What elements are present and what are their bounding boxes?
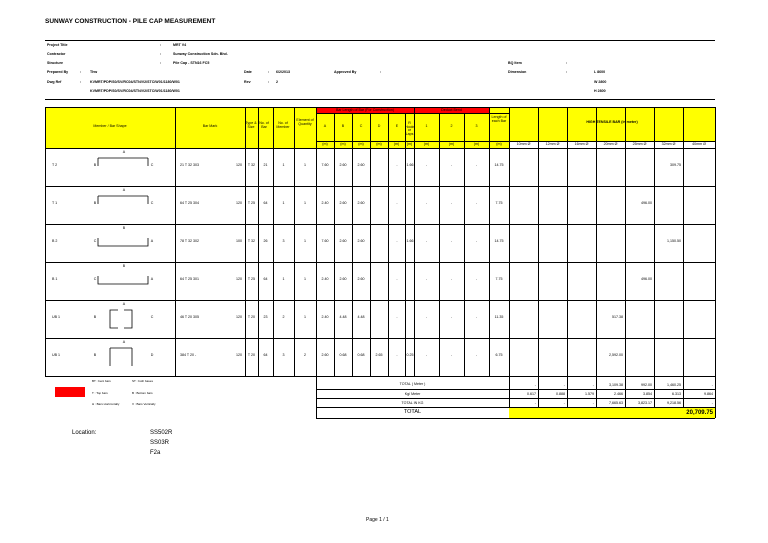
element-qty: 1	[304, 163, 306, 167]
dwg-ref-1: KVMRT/PDP/S0/SV/RC04/STN/V2/STC/W01/1180/W01	[90, 80, 180, 84]
bar-length-value: 4.48	[339, 315, 347, 319]
bar-radius: 120	[236, 315, 242, 319]
no-of-bar: 21	[263, 163, 268, 167]
member-label: B 2	[52, 239, 58, 243]
total-value: -	[711, 383, 713, 387]
unit-label: (m)	[473, 142, 480, 146]
contractor: Sunway Construction Sdn. Bhd.	[173, 52, 228, 56]
colon: :	[380, 70, 382, 74]
bar-length-value: 2.60	[339, 277, 347, 281]
dimension-label: Dimension	[508, 70, 527, 74]
deduct-value: -	[425, 163, 428, 167]
type-size: T 25	[247, 201, 256, 205]
unit-label: (m)	[496, 142, 502, 146]
deduct-value: -	[450, 163, 453, 167]
bar-length-value: -	[396, 353, 398, 357]
total-label: TOTAL	[403, 409, 422, 415]
member-label: B 1	[52, 277, 58, 281]
colon: :	[566, 70, 568, 74]
bar-radius: 120	[236, 201, 242, 205]
bend-column-header: 1	[425, 124, 428, 128]
bar-length-value: 0.68	[357, 353, 365, 357]
diameter-header: 25mm Ø	[632, 142, 647, 146]
bar-mark: 46 T 20 305	[180, 315, 200, 319]
element-qty: 1	[304, 239, 306, 243]
diameter-value: 2,592.00	[609, 353, 623, 357]
bar-length-value: 7.60	[321, 163, 329, 167]
bar-length-value: -	[396, 163, 398, 167]
deduct-value: -	[450, 201, 453, 205]
prepared-by-label: Prepared By	[47, 70, 69, 74]
grid-line	[45, 338, 715, 339]
member-label: UB 1	[52, 315, 60, 319]
total-value: -	[534, 383, 536, 387]
colon: :	[566, 61, 568, 65]
no-of-member: 3	[282, 239, 285, 243]
bar-length-value: -	[396, 315, 398, 319]
type-size: T 20	[247, 315, 256, 319]
dimension-l: L 8600	[594, 70, 606, 74]
bar-length-value: 2.60	[339, 201, 347, 205]
bar-mark: 64 T 25 304	[180, 201, 200, 205]
structure: Pile Cap - STN16 FC5	[173, 61, 210, 65]
colon: :	[268, 70, 270, 74]
bar-length-value: 0.68	[339, 353, 347, 357]
no-of-member: 1	[282, 201, 285, 205]
grid-line	[334, 113, 335, 376]
bar-mark: 78 T 32 302	[180, 239, 200, 243]
member-label: T 2	[52, 163, 58, 167]
diameter-header: 12mm Ø	[545, 142, 560, 146]
grid-line	[45, 224, 715, 225]
bar-length-value: 2.60	[357, 277, 365, 281]
length-each-bar: 7.75	[495, 277, 503, 281]
deduct-value: -	[475, 239, 478, 243]
diameter-value: 1,150.50	[667, 239, 681, 243]
contractor-label: Contractor	[47, 52, 66, 56]
diameter-value: 517.38	[612, 315, 623, 319]
no-of-member: 1	[282, 163, 285, 167]
deduct-value: -	[475, 163, 478, 167]
project-title: MRT V4	[173, 43, 187, 47]
grid-line	[45, 262, 715, 263]
length-each-bar: 14.75	[494, 239, 504, 243]
grid-line	[316, 113, 509, 114]
diameter-header: 16mm Ø	[574, 142, 589, 146]
total-kg-label: TOTAL IN KG	[401, 401, 424, 405]
element-qty: 2	[304, 353, 306, 357]
total-value: -	[563, 383, 565, 387]
deduct-value: -	[425, 315, 428, 319]
deduct-value: -	[450, 353, 453, 357]
member-label: UB 1	[52, 353, 60, 357]
high-tensile-header: HIGH TENSILE BAR (in meter)	[586, 120, 638, 124]
deduct-value: -	[475, 315, 478, 319]
location-value: SS03R	[150, 440, 170, 446]
prepared-by: Thw	[90, 70, 98, 74]
colon: :	[268, 80, 270, 84]
grid-line	[715, 376, 716, 418]
grid-line	[439, 113, 440, 376]
shape-letter: C	[93, 239, 97, 243]
shape-letter: C	[150, 201, 154, 205]
total-value: -	[592, 401, 594, 405]
bend-column-header: 3	[475, 124, 478, 128]
dimension-w: W 2800	[594, 80, 607, 84]
member-bar-shape-header: Member / Bar Shape	[93, 124, 127, 128]
bar-radius: 120	[236, 277, 242, 281]
diameter-header: 32mm Ø	[661, 142, 676, 146]
page-footer: Page 1 / 1	[366, 517, 389, 523]
colon: :	[160, 61, 162, 65]
bar-length-value: 2.60	[357, 239, 365, 243]
shape-letter: D	[150, 353, 154, 357]
unit-label: (m)	[322, 142, 328, 146]
total-meter-label: TOTAL ( Meter )	[399, 382, 426, 386]
no-of-bar: 64	[263, 277, 268, 281]
bar-length-value: 2.40	[321, 201, 329, 205]
grid-line	[316, 389, 715, 390]
bar-length-group-header: Bar Length of Bar (For Construction)	[335, 107, 395, 112]
bar-radius: 100	[236, 239, 242, 243]
deduct-value: -	[475, 353, 478, 357]
shape-letter: A	[150, 239, 154, 243]
dwg-ref-label: Dwg Ref	[47, 80, 62, 84]
column-header-letter: E	[395, 124, 399, 128]
hooks-laps-header: R Hooks or Laps	[405, 121, 416, 136]
unit-label: (m)	[406, 142, 413, 146]
deduct-value: -	[425, 353, 428, 357]
shape-letter: B	[93, 315, 97, 319]
bar-shape-line	[98, 158, 148, 166]
total-value: 0.888	[556, 392, 565, 396]
grid-line	[625, 107, 626, 376]
project-title-label: Project Title	[47, 43, 68, 47]
deduct-value: -	[425, 201, 428, 205]
shape-letter: C	[150, 315, 154, 319]
bar-radius: 120	[236, 353, 242, 357]
bar-length-value: 2.60	[339, 239, 347, 243]
element-qty: 1	[304, 315, 306, 319]
grid-line	[45, 300, 715, 301]
type-size: T 25	[247, 277, 256, 281]
bar-shape-line	[110, 348, 132, 366]
length-each-bar: 7.75	[495, 201, 503, 205]
total-value: 9.864	[704, 392, 713, 396]
bar-length-value: -	[396, 277, 398, 281]
no-of-bar: 23	[263, 315, 268, 319]
no-of-bar: 64	[263, 353, 268, 357]
unit-label: (m)	[340, 142, 346, 146]
column-header-letter: A	[323, 124, 327, 128]
total-value: 7,665.63	[609, 401, 623, 405]
member-label: T 1	[52, 201, 58, 205]
deduct-value: -	[450, 315, 453, 319]
total-value: 3,109.38	[609, 383, 623, 387]
grid-line	[683, 107, 684, 376]
bar-mark: 64 T 25 301	[180, 277, 200, 281]
total-value: -	[711, 401, 713, 405]
bar-length-value: 2.65	[375, 353, 383, 357]
hooks-value: 1.66	[406, 239, 414, 243]
grid-line	[388, 113, 389, 376]
shape-letter: B	[93, 163, 97, 167]
grid-line	[45, 148, 715, 149]
diameter-value: 496.00	[641, 201, 652, 205]
colon: :	[160, 52, 162, 56]
grid-line	[316, 418, 715, 419]
unit-label: (m)	[393, 142, 400, 146]
total-value: 3.854	[643, 392, 652, 396]
diameter-header: 10mm Ø	[516, 142, 531, 146]
total-value: 9,218.56	[667, 401, 681, 405]
bar-shape-line	[98, 276, 148, 284]
no-of-member: 1	[282, 277, 285, 281]
total-value: 1,460.25	[667, 383, 681, 387]
deduct-value: -	[450, 277, 453, 281]
shape-letter: A	[122, 302, 126, 306]
grid-line	[464, 113, 465, 376]
element-qty-header: Element of Quantity	[296, 118, 314, 126]
structure-label: Structure	[47, 61, 63, 65]
shape-letter: A	[122, 188, 126, 192]
rev: 2	[276, 80, 278, 84]
deduct-bend-header: Deduct Bend	[441, 107, 462, 112]
grid-line	[352, 113, 353, 376]
bar-mark: 384 T 20 -	[180, 353, 197, 357]
no-of-member: 2	[282, 315, 285, 319]
shape-letter: A	[122, 340, 126, 344]
deduct-value: -	[425, 277, 428, 281]
shape-letter: B	[122, 264, 126, 268]
diameter-header: 20mm Ø	[603, 142, 618, 146]
length-each-bar-header: Length of each Bar	[491, 115, 507, 123]
dimension-h: H 2800	[594, 89, 606, 93]
page-title: SUNWAY CONSTRUCTION - PILE CAP MEASUREMENT	[45, 18, 216, 25]
unit-label: (m)	[376, 142, 382, 146]
shape-letter: B	[122, 226, 126, 230]
type-size-header: Type & Size	[245, 121, 257, 129]
grid-line	[405, 113, 406, 376]
grid-line	[370, 113, 371, 376]
shape-letter: A	[122, 150, 126, 154]
colon: :	[160, 43, 162, 47]
total-value: -	[534, 401, 536, 405]
bar-length-value: 2.40	[321, 315, 329, 319]
bar-shape-line	[98, 238, 148, 246]
length-each-bar: 14.75	[494, 163, 504, 167]
total-value: 1.579	[585, 392, 594, 396]
grid-line	[45, 376, 715, 377]
unit-label: (m)	[423, 142, 430, 146]
grid-line	[567, 107, 568, 376]
element-qty: 1	[304, 201, 306, 205]
shape-letter: C	[93, 277, 97, 281]
total-value: 6.313	[672, 392, 681, 396]
legend-swatch	[55, 387, 85, 397]
length-each-bar: 11.35	[494, 315, 504, 319]
total-value: -	[563, 401, 565, 405]
unit-label: (m)	[358, 142, 364, 146]
unit-label: (m)	[448, 142, 455, 146]
type-size: T 32	[247, 163, 256, 167]
total-value: 3,823.17	[638, 401, 652, 405]
grand-total-value: 20,709.75	[686, 410, 713, 416]
hooks-value: 1.66	[406, 163, 414, 167]
no-of-bar-header: No. of Bar	[259, 121, 269, 129]
column-header-letter: D	[377, 124, 381, 128]
colon: :	[80, 80, 82, 84]
no-of-member-header: No. of Member	[276, 121, 290, 129]
no-of-bar: 64	[263, 201, 268, 205]
no-of-bar: 26	[263, 239, 268, 243]
grid-line	[45, 186, 715, 187]
date-label: Date	[244, 70, 252, 74]
legend-item: T : Top bars	[92, 391, 108, 395]
length-each-bar: 6.75	[495, 353, 503, 357]
bar-length-value: 2.60	[321, 353, 329, 357]
bar-length-value: 2.60	[339, 163, 347, 167]
boq-label: BQ Item	[508, 61, 522, 65]
bar-length-value: -	[396, 239, 398, 243]
element-qty: 1	[304, 277, 306, 281]
diameter-value: 309.75	[670, 163, 681, 167]
bar-radius: 120	[236, 163, 242, 167]
type-size: T 20	[247, 353, 256, 357]
diameter-value: 496.00	[641, 277, 652, 281]
date: 6/2/2013	[276, 70, 290, 74]
deduct-value: -	[475, 201, 478, 205]
dwg-ref-2: KVMRT/PDP/S0/SV/RC04/STN/V2/STC/W01/1180/W01	[90, 89, 180, 93]
rev-label: Rev	[244, 80, 251, 84]
total-value: 2.466	[614, 392, 623, 396]
no-of-member: 3	[282, 353, 285, 357]
grid-line	[538, 107, 539, 376]
legend-item: V : Bars Vertically	[132, 402, 156, 406]
location-label: Location:	[72, 430, 97, 436]
kg-meter-label: Kg/ Meter	[404, 392, 421, 396]
legend-item: B : Bottom bars	[132, 391, 153, 395]
bar-length-value: 4.48	[357, 315, 365, 319]
bar-shape-line	[98, 196, 148, 204]
bar-length-value: 2.60	[357, 163, 365, 167]
grid-line	[509, 107, 510, 376]
legend-item: ST : both bases	[132, 379, 153, 383]
legend-item: BT : bent bars	[92, 379, 111, 383]
bar-length-value: 2.60	[357, 201, 365, 205]
total-value: 0.617	[527, 392, 536, 396]
bar-length-value: 7.60	[321, 239, 329, 243]
bar-mark-header: Bar Mark	[202, 124, 218, 128]
deduct-value: -	[450, 239, 453, 243]
type-size: T 32	[247, 239, 256, 243]
grid-line	[175, 107, 176, 376]
shape-letter: A	[150, 277, 154, 281]
total-value: 992.00	[641, 383, 652, 387]
colon: :	[80, 70, 82, 74]
shape-letter: B	[93, 201, 97, 205]
diameter-header: 40mm Ø	[692, 142, 706, 146]
grid-line	[715, 107, 716, 376]
location-value: F2a	[150, 450, 161, 456]
bend-column-header: 2	[450, 124, 453, 128]
bar-length-value: -	[396, 201, 398, 205]
bar-length-value: 2.40	[321, 277, 329, 281]
total-value: -	[592, 383, 594, 387]
bar-mark: 21 T 32 303	[180, 163, 200, 167]
deduct-value: -	[475, 277, 478, 281]
column-header-letter: C	[359, 124, 363, 128]
approved-by-label: Approved By	[334, 70, 357, 74]
location-value: SS502R	[150, 430, 173, 436]
bar-shape-line	[110, 310, 132, 328]
column-header-letter: B	[341, 124, 345, 128]
hooks-value: 0.25	[406, 353, 414, 357]
grid-line	[316, 398, 715, 399]
grid-line	[596, 107, 597, 376]
shape-letter: B	[93, 353, 97, 357]
grid-line	[45, 107, 46, 376]
shape-letter: C	[150, 163, 154, 167]
legend-item: H : Bars Horizontally	[92, 402, 120, 406]
deduct-value: -	[425, 239, 428, 243]
